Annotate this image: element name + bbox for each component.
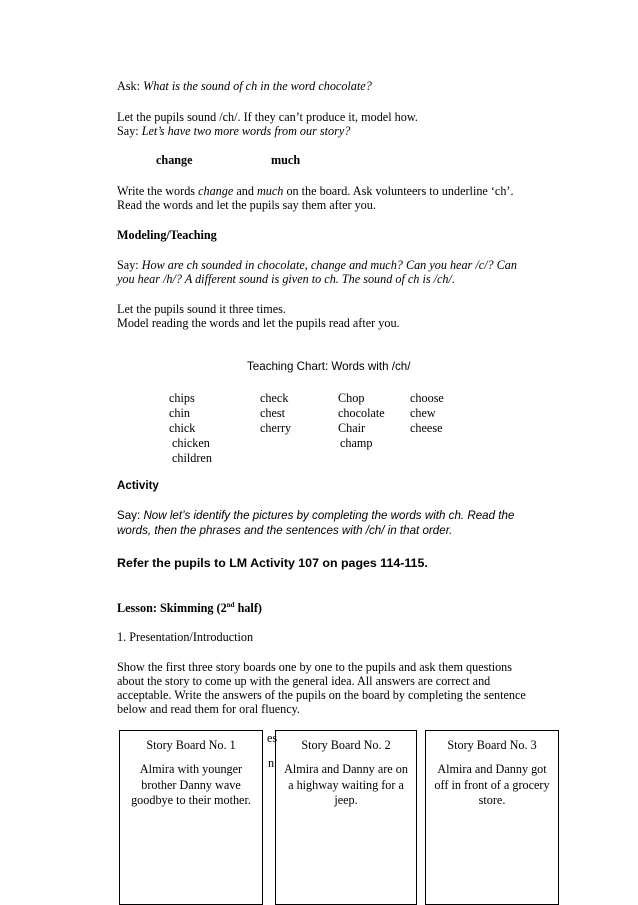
story-board-title: Story Board No. 3 xyxy=(447,738,537,752)
say2-label: Say: xyxy=(117,258,139,272)
practice-line-1: Let the pupils sound it three times. xyxy=(117,302,286,316)
hidden-fragment: es xyxy=(267,731,278,745)
chart-word: Chair xyxy=(338,421,366,435)
lesson-suffix: half) xyxy=(234,601,262,615)
lesson-sup: nd xyxy=(226,600,235,609)
write-text-c: on the board. Ask volunteers to underline ‘ch’. xyxy=(283,184,514,198)
sound-instruction: Let the pupils sound /ch/. If they can’t produce it, model how. xyxy=(117,110,418,124)
modeling-heading: Modeling/Teaching xyxy=(117,228,217,242)
lesson-prefix: Lesson: Skimming (2 xyxy=(117,601,227,615)
story-board-1 xyxy=(119,730,263,905)
write-word-change: change xyxy=(198,184,234,198)
presentation-heading: 1. Presentation/Introduction xyxy=(117,630,254,644)
paragraph-line: about the story to come up with the general idea. All answers are correct and xyxy=(117,674,491,688)
story-board-text: Almira and Danny are on a highway waiting for a jeep. xyxy=(284,762,408,807)
chart-word: chick xyxy=(169,421,196,435)
story-board-title: Story Board No. 2 xyxy=(301,738,391,752)
chart-col-2 xyxy=(260,391,291,436)
refer-instruction: Refer the pupils to LM Activity 107 on pages 114-115. xyxy=(117,556,428,570)
activity-heading: Activity xyxy=(117,479,159,492)
chart-word: choose xyxy=(410,391,444,405)
say-line-2b: you hear /h/? A different sound is given to ch. The sound of ch is /ch/. xyxy=(117,272,455,286)
chart-word: chest xyxy=(260,406,286,420)
chart-col-3 xyxy=(338,391,385,451)
word-change: change xyxy=(156,153,193,167)
chart-word: champ xyxy=(340,436,373,450)
chart-word: cherry xyxy=(260,421,292,435)
paragraph-line: acceptable. Write the answers of the pupils on the board by completing the sentence xyxy=(117,688,526,702)
say-line-2a xyxy=(117,258,517,272)
practice-line-2: Model reading the words and let the pupils read after you. xyxy=(117,316,400,330)
activity-say-2: words, then the phrases and the sentences with /ch/ in that order. xyxy=(117,524,453,537)
chart-word: chicken xyxy=(172,436,210,450)
story-board-title: Story Board No. 1 xyxy=(146,738,236,752)
story-board-text: Almira with younger brother Danny wave goodbye to their mother. xyxy=(131,762,251,807)
read-instruction: Read the words and let the pupils say them after you. xyxy=(117,198,376,212)
lesson-heading xyxy=(117,601,262,615)
ask-question: What is the sound of ch in the word chocolate? xyxy=(143,79,372,93)
chart-word: cheese xyxy=(410,421,443,435)
write-instruction xyxy=(117,184,514,198)
story-board-text: Almira and Danny got off in front of a grocery store. xyxy=(434,762,550,807)
write-word-much: much xyxy=(256,184,284,198)
chart-col-1 xyxy=(169,391,212,466)
chart-word: chocolate xyxy=(338,406,385,420)
story-board-3 xyxy=(425,730,559,905)
chart-word: check xyxy=(260,391,289,405)
say3-text-1: Now let’s identify the pictures by completing the words with ch. Read the xyxy=(143,509,515,522)
ask-line xyxy=(117,79,372,93)
say-label: Say: xyxy=(117,124,139,138)
teaching-chart-title: Teaching Chart: Words with /ch/ xyxy=(247,360,411,373)
chart-col-4 xyxy=(410,391,444,436)
chart-word: chew xyxy=(410,406,436,420)
activity-say-1 xyxy=(117,509,514,522)
chart-word: chips xyxy=(169,391,195,405)
ask-label: Ask: xyxy=(117,79,141,93)
show-paragraph xyxy=(117,660,526,716)
say2-text-1: How are ch sounded in chocolate, change and much? Can you hear /c/? Can xyxy=(141,258,517,272)
write-text-a: Write the words xyxy=(117,184,199,198)
paragraph-line: Show the first three story boards one by one to the pupils and ask them questions xyxy=(117,660,513,674)
say-line-1 xyxy=(117,124,350,138)
say3-label: Say: xyxy=(117,509,141,522)
write-text-b: and xyxy=(233,184,257,198)
chart-word: children xyxy=(172,451,212,465)
story-board-2 xyxy=(275,730,417,905)
say-text: Let’s have two more words from our story? xyxy=(141,124,351,138)
chart-word: Chop xyxy=(338,391,365,405)
word-much: much xyxy=(271,153,301,167)
paragraph-line: below and read them for oral fluency. xyxy=(117,702,300,716)
chart-word: chin xyxy=(169,406,190,420)
hidden-fragment: n xyxy=(268,756,275,770)
